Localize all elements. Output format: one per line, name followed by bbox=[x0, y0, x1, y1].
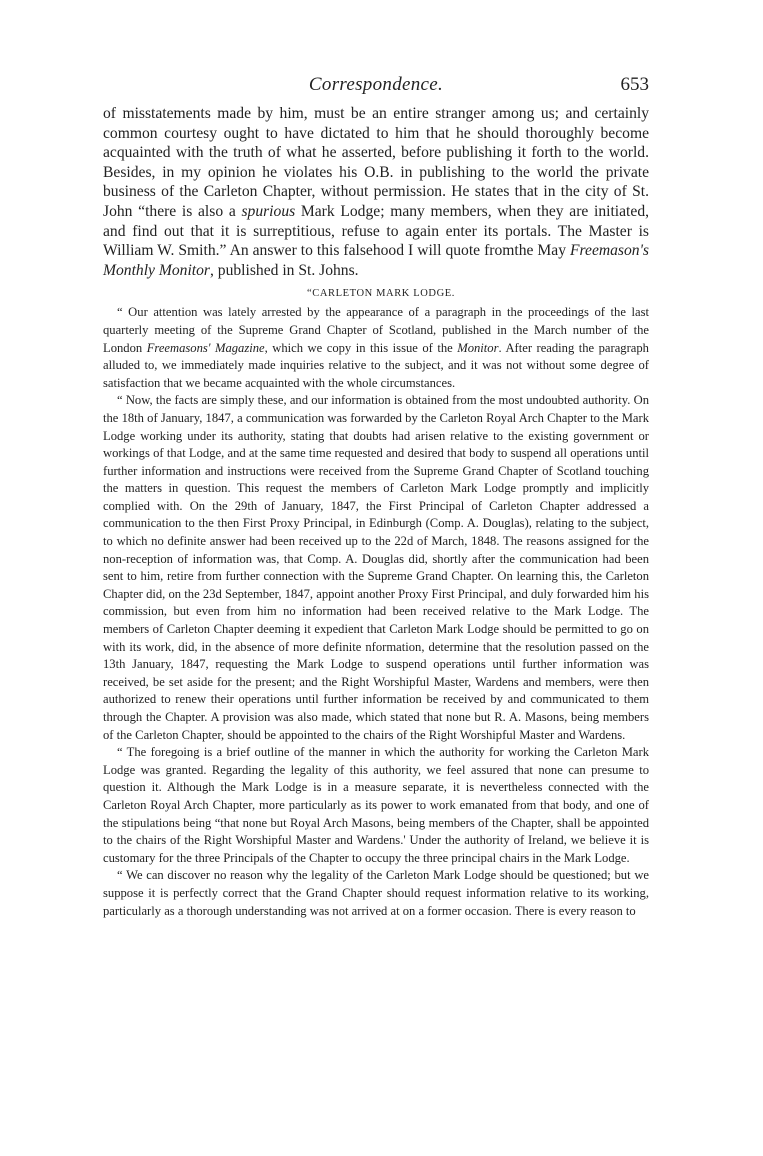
opening-text-part3: , published in St. Johns. bbox=[209, 261, 359, 279]
page bbox=[103, 70, 649, 920]
quote-p1-text-b: , which we copy in this issue of the bbox=[264, 340, 453, 355]
spurious-word: spurious bbox=[241, 202, 296, 220]
running-title: Correspondence. bbox=[308, 74, 444, 95]
quote-p1-text-c: . After reading the paragraph alluded to, we immediately made inquiries relative to the subject, and it was not without some degree of satisfaction that we became acquainted with the whole circumstances. bbox=[103, 340, 649, 390]
page-header bbox=[103, 70, 649, 104]
page-number: 653 bbox=[620, 74, 649, 95]
monitor-title: Freemason's Monthly Monitor bbox=[103, 242, 649, 279]
quote-paragraph-1 bbox=[103, 304, 649, 392]
quote-p1-text-a: “ Our attention was lately arrested by the appearance of a paragraph in the proceedings of the last quarterly meeting of the Supreme Grand Chapter of Scotland, published in the March number of the London bbox=[103, 305, 649, 355]
quote-paragraph-2: “ Now, the facts are simply these, and our information is obtained from the most undoubted authority. On the 18th of January, 1847, a communication was forwarded by the Carleton Royal Arch Chapter to the Mark Lodge working under its authority, stating that doubts had arisen relative to the existing government or workings of that Lodge, and at the same time requested and desired that body to suspend all operations until further information and instructions were received from the Supreme Grand Chapter of Scotland touching the matters in question. This request the members of Carleton Mark Lodge promptly and implicitly complied with. On the 29th of January, 1847, the First Principal of Carleton Chapter addressed a communication to the then First Proxy Principal, in Edinburgh (Comp. A. Douglas), relating to the subject, to which no definite answer had been received up to the 22d of March, 1848. The reasons assigned for the non-reception of information was, that Comp. A. Douglas did, shortly after the communication had been sent to him, retire from further connection with the Supreme Grand Chapter. On learning this, the Carleton Chapter did, on the 23d September, 1847, appoint another Proxy First Principal, and duly forwarded him his commission, but even from him no information had been received relative to the Mark Lodge. The members of Carleton Chapter deeming it expedient that Carleton Mark Lodge should be permitted to go on with its work, did, in the absence of more definite nformation, determine that the resolution passed on the 13th January, 1847, requesting the Mark Lodge to suspend operations until further information was received, be set aside for the present; and the Right Worshipful Master, Wardens and members, were then authorized to renew their operations until further information be received by and communicated to them through the Chapter. A provision was also made, which stated that none but R. A. Masons, being members of the Carleton Chapter, should be appointed to the chairs of the Right Worshipful Master and Wardens. bbox=[103, 393, 649, 742]
quote-heading: “CARLETON MARK LODGE. bbox=[306, 288, 456, 300]
opening-text-part2: Mark Lodge; many members, when they are initiated, and find out that it is surreptitious, refuse to again enter its portals. The Master is William W. Smith.” An answer to this falsehood I will quote fromthe May bbox=[103, 202, 650, 260]
monitor-name: Monitor bbox=[457, 340, 499, 355]
magazine-title: Freemasons' Magazine bbox=[146, 340, 265, 355]
quote-paragraph-4: “ We can discover no reason why the legality of the Carleton Mark Lodge should be questioned; but we suppose it is perfectly correct that the Grand Chapter should request information relative to its working, particularly as a thorough understanding was not arrived at on a former occasion. There is every reason to bbox=[103, 868, 649, 918]
opening-text-part1: of misstatements made by him, must be an entire stranger among us; and certainly common courtesy ought to have dictated to him that he should thoroughly become acquainted with the truth of what he asserted, before publishing it forth to the world. Besides, in my opinion he violates his O.B. in publishing to the world the private business of the Carleton Chapter, without permission. He states that in the city of St. John “there is also a bbox=[103, 105, 649, 220]
quote-paragraph-3: “ The foregoing is a brief outline of the manner in which the authority for working the Carleton Mark Lodge was granted. Regarding the legality of this authority, we feel assured that none can presume to question it. Although the Mark Lodge is in a measure separate, it is nevertheless connected with the Carleton Royal Arch Chapter, more particularly as its power to work emanated from that body, and one of the stipulations being “that none but Royal Arch Masons, being members of the Chapter, shall be appointed to the chairs of the Right Worshipful Master and Wardens.' Under the authority of Ireland, we believe it is customary for the three Principals of the Chapter to occupy the three principal chairs in the Mark Lodge. bbox=[103, 745, 649, 865]
opening-paragraph bbox=[103, 104, 649, 280]
